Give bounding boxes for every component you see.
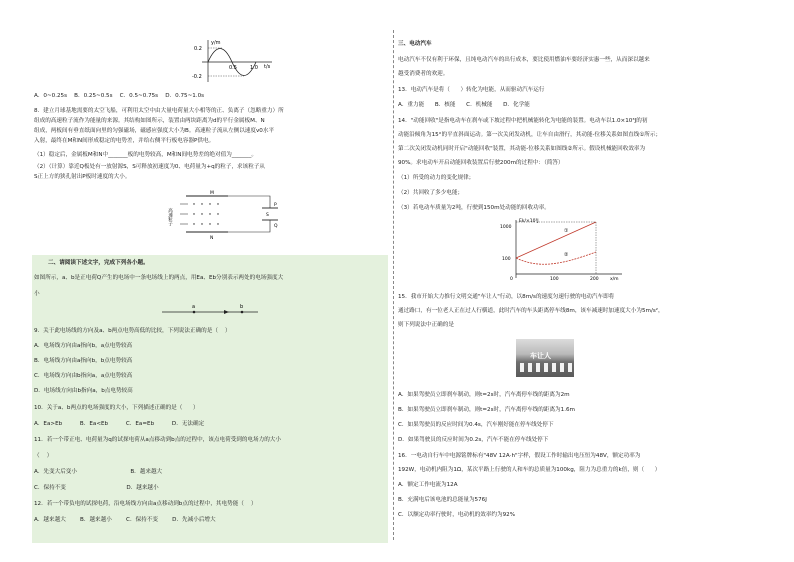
q16-option-a: A．额定工作电流为12A [398, 482, 458, 488]
q11-stem-cont: （ ） [34, 453, 53, 459]
q8-line-2: 组成的高速粒子流作为能量的来源。其结构如图所示，装置由两块距离为d的平行金属板M、N [34, 118, 265, 124]
q14-part-1: （1）所受的动力的变化规律； [398, 175, 475, 181]
wave-t2: 1.0 [250, 65, 258, 71]
q9-stem: 9．关于此电场线的方向及a、b两点电势高低的比较，下列说法正确的是（ ） [34, 328, 231, 334]
q15-option-a: A．如果驾驶员立即刹车制动，则t=2s时，汽车离停车线的距离为2m [398, 392, 570, 398]
column-divider [393, 30, 394, 540]
q15-line-1: 15．我市开始大力推行文明交通"车让人"行动，以8m/s的速度匀速行驶的电动汽车即将 [398, 294, 615, 300]
graph-curve-2: ② [564, 252, 569, 258]
wave-ylabel: y/m [211, 40, 221, 46]
wave-y-bot: -0.2 [192, 74, 202, 80]
graph-y1000: 1000 [500, 225, 512, 230]
graph-xlabel: x/m [610, 277, 619, 282]
q12-options: A．越来越大 B．越来越小 C．保持不变 D．先减小后增大 [34, 517, 216, 523]
q8-line-3: 组成，两板间有垂直纸面向里的匀强磁场，磁感应强度大小为B。高速粒子流从左侧以速度v0水平 [34, 128, 275, 134]
q16-option-c: C．以额定功率行驶时，电动机的效率约为92% [398, 512, 516, 518]
graph-x200: 200 [590, 277, 599, 282]
section-2-title: 二、请阅读下述文字，完成下列各小题。 [48, 260, 149, 266]
graph-ylabel: Ek/×10³J [519, 219, 539, 224]
wave-xlabel: t/s [264, 64, 271, 70]
field-point-a: a [192, 304, 196, 310]
q7-options: A．0~0.25s B．0.25~0.5s C．0.5~0.75s D．0.75~1.0s [34, 93, 205, 99]
q16-option-b: B．充满电后该电池的总能量为576J [398, 497, 487, 503]
q9-option-a: A．电场线方向由a指向b，a点电势较高 [34, 343, 133, 349]
q9-option-b: B．电场线方向由a指向b，b点电势较高 [34, 358, 133, 364]
device-label-M: M [210, 191, 214, 196]
q11-stem: 11．若一个带正电、电荷量为q的试探电荷从a点移动到b点的过程中，该点电荷受到的电场力的大小 [34, 437, 281, 443]
q8-line-1: 8．建立月球基地需要的太空飞船，可利用太空中由大量电荷量大小相等的正、负离子（忽略重力）所 [34, 108, 284, 114]
q15-line-2: 通过路口，有一位老人正在过人行横道，此时汽车的车头距离停车线8m，该车减速时加速度大小为5m/s²， [398, 308, 664, 314]
q10-stem: 10．关于a、b两点的电场强度的大小，下列描述正确的是（ ） [34, 405, 199, 411]
device-label-left: 高速粒子 [167, 208, 173, 226]
wave-t1: 0.5 [229, 65, 237, 71]
q8-line-4: 入射，最终在M和N间形成稳定的电势差，并给右侧平行板电容器P供电。 [34, 138, 215, 144]
q16-line-1: 16．一电动自行车中电源铭牌标有"48V 12A·h"字样，假设工作时输出电压恒为48V，额定功率为 [398, 453, 641, 459]
wave-graph [168, 38, 278, 84]
q14-line-3: 第二次关闭发动机同时开启"动能回收"装置，其动能-位移关系如图线②所示。假设机械能回收效率为 [398, 146, 646, 152]
field-line-diagram [158, 302, 262, 322]
graph-curve-1: ① [564, 228, 569, 234]
generator-diagram [167, 186, 282, 242]
energy-position-graph [498, 216, 628, 282]
graph-y100: 100 [502, 257, 511, 262]
q11-options-cd: C．保持不变 D．越来越小 [34, 485, 159, 491]
q8-part-2-cont: S正上方的狭孔射出P板时速度的大小。 [34, 174, 131, 180]
graph-origin: 0 [510, 277, 513, 282]
q14-part-2: （2）共回收了多少电能； [398, 190, 464, 196]
field-point-b: b [240, 304, 244, 310]
q14-part-3: （3）若电动车质量为2吨，行驶到150m处动能的回收功率。 [398, 205, 550, 211]
q13-stem: 13．电动汽车是将（ ）转化为电能，从而驱动汽车运行 [398, 87, 545, 93]
q13-options: A．重力能 B．核能 C．机械能 D．化学能 [398, 102, 530, 108]
crosswalk-photo [516, 339, 574, 377]
q8-part-2: （2）（计算）靠近Q板处有一放射源S，S可释放初速度为0、电荷量为+q的粒子，求该粒子从 [34, 164, 266, 170]
passage-line-2: 小 [34, 291, 40, 297]
q10-options: A．Ea>Eb B．Ea<Eb C．Ea=Eb D．无法确定 [34, 421, 205, 427]
passage-line-1: 如图所示，a、b是正电荷Q产生的电场中一条电场线上的两点，用Ea、Eb分别表示两处的电场强度大 [34, 275, 284, 281]
photo-road-text: 车让人 [530, 352, 551, 360]
q15-option-d: D．如果驾驶员的反应时间为0.2s，汽车不能在停车线处停下 [398, 437, 549, 443]
section-3-title: 三、电动汽车 [398, 41, 432, 47]
graph-x100: 100 [550, 277, 559, 282]
q9-option-c: C．电场线方向由b指向a，a点电势较高 [34, 373, 133, 379]
device-label-N: N [210, 236, 214, 241]
q12-stem: 12．若一个带负电的试探电荷，沿电场线方向由a点移动到b点的过程中，其电势能（ ） [34, 501, 257, 507]
q9-option-d: D．电场线方向由b指向a，b点电势较高 [34, 388, 133, 394]
wave-y-top: 0.2 [194, 46, 202, 52]
q16-line-2: 192W，电动机内阻为1Ω，某次平路上行驶的人和车的总质量为100kg，阻力为总重力的k倍，则（ ） [398, 467, 661, 473]
q14-line-4: 90%。求电动车开启动能回收装置后行驶200m的过程中：（简答） [398, 160, 564, 166]
q8-part-1: （1）稳定后，金属板M和N中_______板的电势较高，M和N间电势差的绝对值为_______。 [34, 152, 257, 158]
q11-options-ab: A．先变大后变小 B．越来越大 [34, 469, 163, 475]
q15-line-3: 则下列说法中正确的是 [398, 322, 454, 328]
device-label-Q: Q [274, 224, 278, 229]
intro-line-2: 越受消费者的欢迎。 [398, 71, 449, 77]
device-label-S: S [266, 213, 269, 218]
q15-option-c: C．如果驾驶员的反应时间为0.4s，汽车刚好能在停车线处停下 [398, 422, 554, 428]
q14-line-1: 14．"动能回收"是指电动车在刹车或下坡过程中把机械能转化为电能的装置。电动车以1.0×10³J的初 [398, 118, 648, 124]
intro-line-1: 电动汽车不仅有利于环保，且纯电动汽车的出行成本，要比使用燃油车要经济实惠一些，从而深以越来 [398, 57, 650, 63]
q15-option-b: B．如果驾驶员立即刹车制动，则t=2s时，汽车离停车线的距离为1.6m [398, 407, 575, 413]
q14-line-2: 动能沿倾角为15°的平直斜面运动。第一次关闭发动机，让车自由滑行，其动能-位移关系如图直线①所示； [398, 132, 662, 138]
device-label-P: P [274, 203, 277, 208]
